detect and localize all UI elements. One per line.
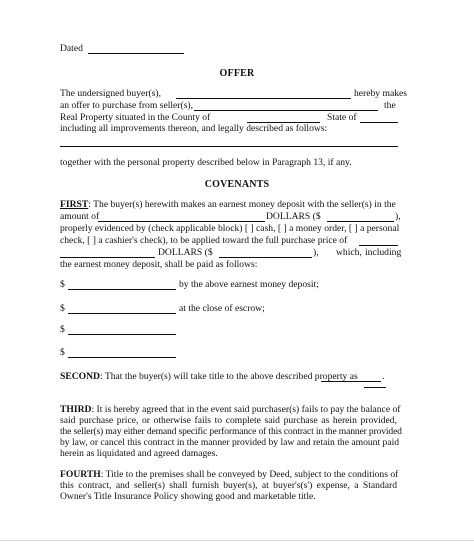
offer-buyer-label: The undersigned buyer(s),	[60, 88, 161, 99]
first-paid-as-follows: the earnest money deposit, shall be paid as follows:	[60, 259, 258, 270]
second-period: .	[382, 371, 385, 382]
fourth-line-2: this contract, and seller(s) shall furnish buyer(s), at buyer's(s') expense, a Standard	[60, 480, 397, 491]
first-line5-close: ),	[313, 247, 319, 258]
payment-4-field[interactable]	[68, 357, 176, 358]
payment-3-symbol: $	[60, 324, 65, 335]
payment-1-field[interactable]	[68, 289, 176, 290]
offer-heading: OFFER	[219, 68, 255, 79]
buyer-name-field[interactable]	[176, 98, 351, 99]
offer-the-label: the	[384, 100, 396, 111]
payment-2-symbol: $	[60, 303, 65, 314]
first-paragraph-line1	[60, 198, 396, 211]
offer-state-label: State of	[327, 112, 357, 123]
offer-personal-property-text: together with the personal property described below in Paragraph 13, if any.	[60, 157, 352, 168]
first-line5-which: which,	[336, 247, 362, 258]
first-line5-dollars: DOLLARS ($	[158, 247, 213, 258]
third-text-1: : It is hereby agreed that in the event said purchaser(s) fails to pay the balance of	[91, 404, 401, 415]
payment-4-symbol: $	[60, 347, 65, 358]
title-vesting-field[interactable]	[321, 381, 381, 382]
dated-label: Dated	[60, 43, 83, 54]
offer-county-label: Real Property situated in the County of	[60, 112, 211, 123]
payment-1-text: by the above earnest money deposit;	[179, 279, 319, 290]
fourth-text-1: : Title to the premises shall be conveyed by Deed, subject to the conditions of	[100, 469, 399, 480]
third-line-4: by law, or cancel this contract in the manner provided by law and retain the amount paid	[60, 437, 400, 448]
payment-1-symbol: $	[60, 279, 65, 290]
first-applied-text: check, [ ] a cashier's check), to be applied toward the full purchase price of	[60, 235, 348, 246]
third-label: THIRD	[60, 404, 92, 415]
first-amount-label: amount of	[60, 211, 100, 222]
offer-makes-label: hereby makes	[354, 88, 408, 99]
state-field[interactable]	[360, 122, 398, 123]
fourth-line-3: Owner's Title Insurance Policy showing good and marketable title.	[60, 491, 316, 502]
fourth-label: FOURTH	[60, 469, 101, 480]
third-line-5: herein as liquidated and agreed damages.	[60, 448, 218, 459]
payment-3-field[interactable]	[68, 334, 176, 335]
covenants-heading: COVENANTS	[204, 179, 270, 190]
offer-seller-label: an offer to purchase from seller(s),	[60, 100, 194, 111]
third-line-2: said purchase price, or otherwise fails to complete said purchase as herein provided,	[60, 415, 397, 426]
first-text: : The buyer(s) herewith makes an earnest money deposit with the seller(s) in the	[88, 199, 396, 210]
second-paragraph	[60, 370, 358, 383]
offer-improvements-text: including all improvements thereon, and legally described as follows:	[60, 123, 328, 134]
dated-field[interactable]	[88, 53, 184, 54]
first-line5-including: including	[365, 247, 402, 258]
title-vesting-field-2[interactable]	[364, 387, 386, 388]
third-line-3: the seller(s) may either demand specific performance of this contract in the manner provided	[60, 426, 402, 437]
page-edge-divider	[0, 540, 474, 541]
first-dollars-label: DOLLARS ($	[266, 211, 321, 222]
legal-description-field[interactable]	[60, 146, 398, 147]
first-payment-methods: properly evidenced by (check applicable block) [ ] cash, [ ] a money order, [ ] a personal	[60, 223, 400, 234]
second-text: : That the buyer(s) will take title to the above described property as	[99, 371, 358, 382]
payment-2-field[interactable]	[68, 313, 176, 314]
first-dollars-close: ),	[395, 211, 401, 222]
second-label: SECOND	[60, 371, 100, 382]
first-label: FIRST	[60, 199, 89, 210]
payment-2-text: at the close of escrow;	[179, 303, 265, 314]
